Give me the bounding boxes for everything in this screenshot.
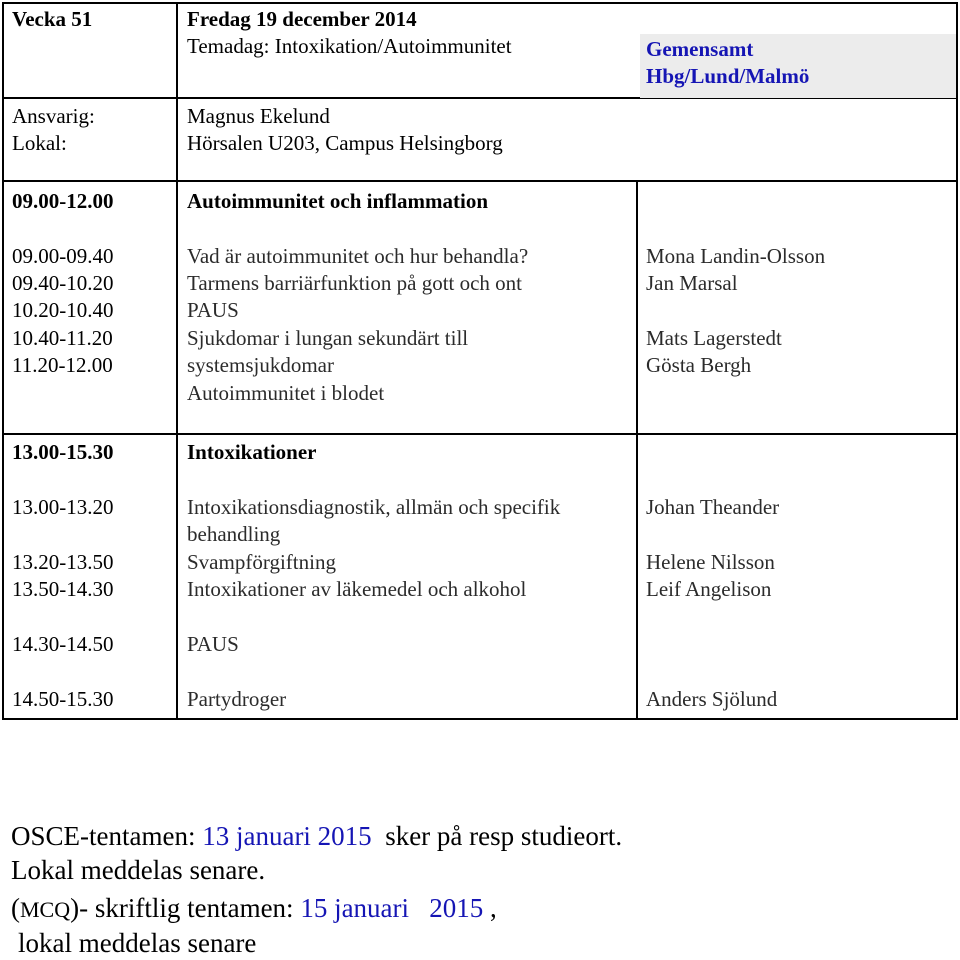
- mcq-open-paren: (: [11, 893, 20, 923]
- session2-row-speaker: Leif Angelison: [646, 577, 772, 601]
- session1-row-time: 11.20-12.00: [12, 353, 113, 377]
- session2-row-topic: Svampförgiftning: [187, 550, 336, 574]
- column-divider-1: [176, 2, 178, 720]
- session2-row-time: 14.30-14.50: [12, 632, 114, 656]
- session2-time: 13.00-15.30: [12, 440, 114, 464]
- session2-title: Intoxikationer: [187, 440, 317, 464]
- session1-row-time: 10.40-11.20: [12, 326, 113, 350]
- session2-row-speaker: Anders Sjölund: [646, 687, 778, 711]
- mcq-date-year: 2015: [429, 893, 484, 923]
- session1-row-speaker: Gösta Bergh: [646, 353, 752, 377]
- session2-row-topic: PAUS: [187, 632, 239, 656]
- session1-row-time: 10.20-10.40: [12, 298, 114, 322]
- osce-venue-note: Lokal meddelas senare.: [11, 855, 266, 885]
- osce-suffix: sker på resp studieort.: [385, 821, 623, 851]
- session1-row-topic: PAUS: [187, 298, 239, 322]
- date-heading: Fredag 19 december 2014: [187, 7, 417, 31]
- session2-row-topic: Intoxikationer av läkemedel och alkohol: [187, 577, 527, 601]
- session1-row-topic: Autoimmunitet i blodet: [187, 381, 385, 405]
- mcq-comma: ,: [490, 893, 497, 923]
- session1-row-speaker: Mats Lagerstedt: [646, 326, 782, 350]
- session1-row-time: 09.00-09.40: [12, 244, 114, 268]
- session2-row-topic: Intoxikationsdiagnostik, allmän och specifik: [187, 495, 561, 519]
- week-label: Vecka 51: [12, 7, 93, 31]
- session2-row-speaker: Johan Theander: [646, 495, 780, 519]
- row-divider-session2: [2, 433, 958, 435]
- responsible-label: Ansvarig:: [12, 104, 95, 128]
- session1-row-time: 09.40-10.20: [12, 271, 114, 295]
- session2-row-time: 14.50-15.30: [12, 687, 114, 711]
- session1-row-topic: Tarmens barriärfunktion på gott och ont: [187, 271, 523, 295]
- table-bottom-border: [2, 718, 958, 720]
- session1-row-speaker: Mona Landin-Olsson: [646, 244, 826, 268]
- session1-row-topic: systemsjukdomar: [187, 353, 334, 377]
- mcq-abbreviation: MCQ: [20, 897, 71, 922]
- theme-heading: Temadag: Intoxikation/Autoimmunitet: [187, 34, 512, 58]
- table-left-border: [2, 2, 4, 720]
- session1-row-speaker: Jan Marsal: [646, 271, 738, 295]
- mcq-venue-note: lokal meddelas senare: [18, 928, 257, 958]
- session2-row-time: 13.20-13.50: [12, 550, 114, 574]
- mcq-text: )- skriftlig tentamen:: [70, 893, 294, 923]
- responsible-value: Magnus Ekelund: [187, 104, 330, 128]
- mcq-date-day: 15 januari: [300, 893, 410, 923]
- session1-time: 09.00-12.00: [12, 189, 114, 213]
- session2-row-time: 13.50-14.30: [12, 577, 114, 601]
- session1-row-topic: Vad är autoimmunitet och hur behandla?: [187, 244, 529, 268]
- session1-title: Autoimmunitet och inflammation: [187, 189, 488, 213]
- shared-label: Gemensamt: [646, 37, 754, 61]
- table-right-border: [956, 2, 958, 720]
- venue-value: Hörsalen U203, Campus Helsingborg: [187, 131, 503, 155]
- venue-label: Lokal:: [12, 131, 67, 155]
- session2-row-topic: behandling: [187, 522, 281, 546]
- shared-cities: Hbg/Lund/Malmö: [646, 64, 810, 88]
- session2-row-topic: Partydroger: [187, 687, 287, 711]
- mcq-exam-line: [11, 891, 497, 927]
- session2-row-speaker: Helene Nilsson: [646, 550, 775, 574]
- table-top-border: [2, 2, 958, 4]
- osce-prefix: OSCE-tentamen:: [11, 821, 196, 851]
- row-divider-session1: [2, 180, 958, 182]
- session2-row-time: 13.00-13.20: [12, 495, 114, 519]
- session1-row-topic: Sjukdomar i lungan sekundärt till: [187, 326, 469, 350]
- osce-date: 13 januari 2015: [202, 821, 372, 851]
- column-divider-2: [636, 181, 638, 720]
- osce-exam-line: [11, 819, 622, 853]
